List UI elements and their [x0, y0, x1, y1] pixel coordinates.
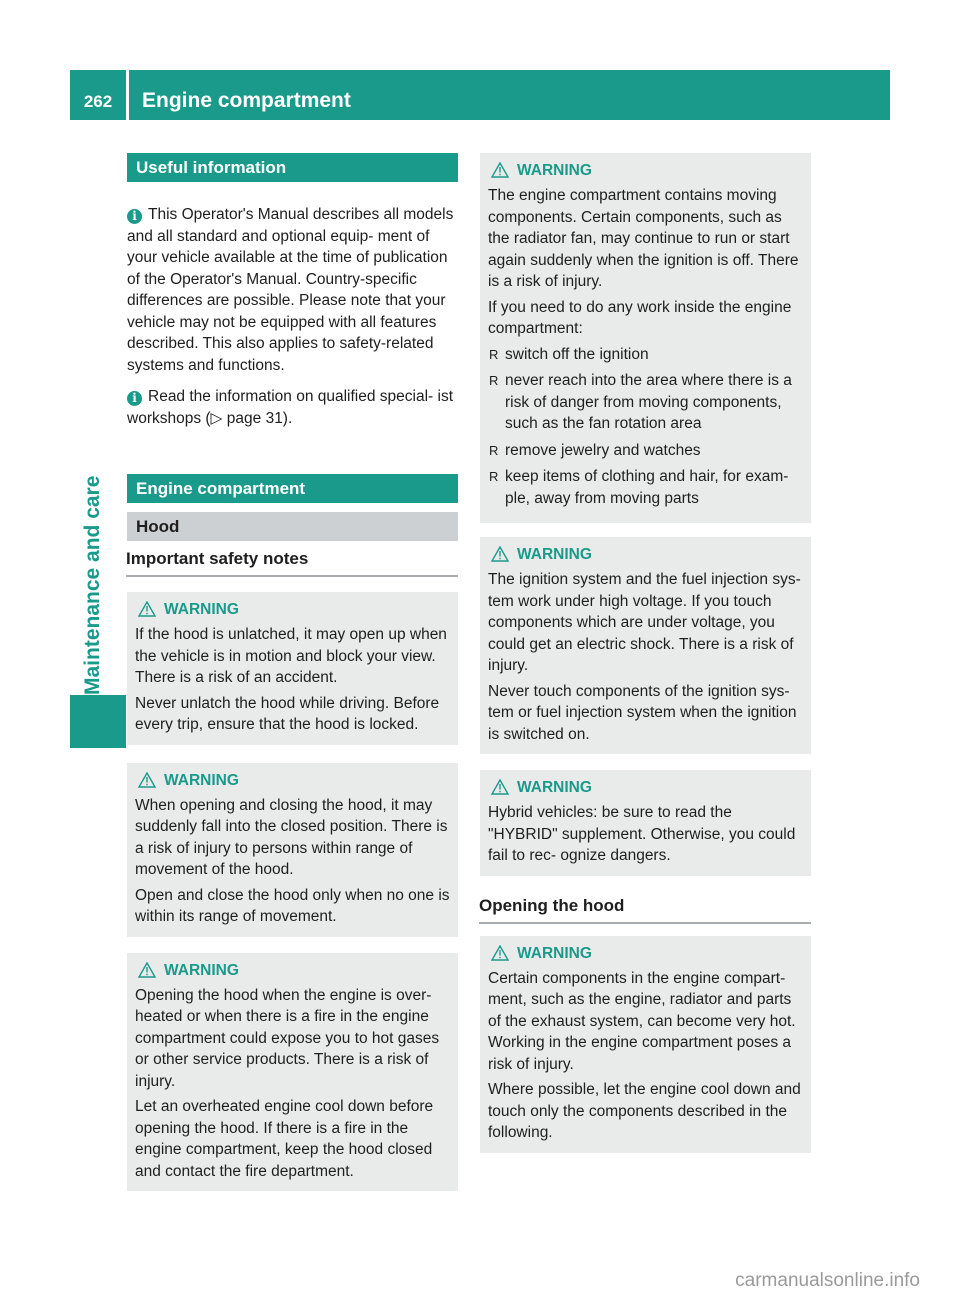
info-note-1 — [127, 204, 458, 376]
warning-label: WARNING — [517, 162, 592, 179]
warning-box-7 — [480, 936, 811, 1153]
warning-triangle-icon — [491, 945, 509, 961]
list-item-text: remove jewelry and watches — [505, 441, 701, 459]
side-tab-marker — [70, 695, 126, 748]
bullet-marker: R — [489, 469, 499, 484]
warning-header — [488, 943, 803, 965]
warning-text: Let an overheated engine cool down before opening the hood. If there is a fire in the engine compartment, keep the hood closed and contact the fire department. — [135, 1098, 434, 1180]
warning-box-3 — [127, 953, 458, 1192]
warning-triangle-icon — [138, 962, 156, 978]
warning-label: WARNING — [164, 961, 239, 979]
warning-text: When opening and closing the hood, it may suddenly fall into the closed position. There is a risk of injury to persons within range of movement of the hood. — [135, 796, 448, 878]
warning-header — [488, 544, 803, 566]
useful-info-title: Useful information — [127, 153, 458, 182]
list-item — [488, 466, 803, 509]
warning-header — [135, 960, 450, 982]
list-item — [488, 344, 803, 366]
bullet-marker: R — [489, 442, 499, 458]
warning-header — [135, 770, 450, 792]
warning-triangle-icon — [491, 162, 509, 178]
engine-compartment-title: Engine compartment — [127, 474, 458, 503]
bullet-marker: R — [489, 373, 499, 388]
warning-label: WARNING — [517, 546, 592, 563]
left-column — [127, 153, 458, 1191]
warning-box-1 — [127, 592, 458, 745]
page-title: Engine compartment — [142, 89, 351, 112]
list-item-text: switch off the ignition — [505, 345, 649, 363]
list-item — [488, 440, 803, 462]
hood-title: Hood — [127, 512, 458, 541]
warning-text: Opening the hood when the engine is over- heated or when there is a fire in the engine compartment could expose you to hot gases or other service products. There is a risk of injury. — [135, 986, 440, 1090]
warning-triangle-icon — [138, 601, 156, 617]
warning-text: Where possible, let the engine cool down and touch only the components described in the following. — [488, 1081, 801, 1141]
warning-box-2 — [127, 763, 458, 937]
warning-triangle-icon — [138, 772, 156, 788]
warning-bullet-list — [488, 344, 803, 510]
warning-text: Never touch components of the ignition sys- tem or fuel injection system when the ignition is switched on. — [488, 682, 797, 743]
opening-hood-heading: Opening the hood — [479, 896, 811, 924]
warning-label: WARNING — [164, 771, 239, 789]
warning-text: The ignition system and the fuel injection sys- tem work under high voltage. If you touch components which are under voltage, you could get an electric shock. There is a risk of injury. — [488, 571, 801, 674]
warning-label: WARNING — [517, 779, 592, 796]
warning-text: Never unlatch the hood while driving. Before every trip, ensure that the hood is locked. — [135, 694, 440, 733]
list-item-text: never reach into the area where there is a risk of danger from moving components, such as the fan rotation area — [505, 372, 792, 432]
warning-text: Open and close the hood only when no one is within its range of movement. — [135, 886, 450, 925]
warning-text: If the hood is unlatched, it may open up when the vehicle is in motion and block your view. There is a risk of an accident. — [135, 626, 447, 686]
watermark: carmanualsonline.info — [735, 1270, 920, 1291]
warning-box-5 — [480, 537, 811, 754]
warning-label: WARNING — [164, 601, 239, 618]
safety-notes-heading: Important safety notes — [126, 549, 458, 577]
info-note-1-text: This Operator's Manual describes all models and all standard and optional equip- ment of your vehicle available at the time of publication of the Operator's Manual. Country-specific differences are possible. Please note that your vehicle may not be equipped with all features described. This also applies to safety-related systems and functions. — [127, 206, 454, 374]
header-divider — [126, 70, 129, 120]
bullet-marker: R — [489, 346, 499, 362]
warning-text: If you need to do any work inside the engine compartment: — [488, 298, 792, 337]
warning-triangle-icon — [491, 779, 509, 795]
warning-header — [488, 777, 803, 799]
page-number: 262 — [83, 92, 113, 111]
list-item — [488, 370, 803, 435]
warning-box-4 — [480, 153, 811, 523]
info-icon: i — [127, 391, 142, 406]
info-icon: i — [127, 209, 142, 224]
warning-header — [135, 599, 450, 621]
warning-header — [488, 160, 803, 182]
warning-text: Certain components in the engine compart- ment, such as the engine, radiator and parts of the exhaust system, can become very hot. Working in the engine compartment poses a risk of injury. — [488, 969, 796, 1073]
info-note-2-text: Read the information on qualified special- ist workshops (▷ page 31). — [127, 388, 454, 427]
right-column — [480, 153, 811, 1153]
info-note-2 — [127, 386, 458, 429]
warning-text: Hybrid vehicles: be sure to read the "HYBRID" supplement. Otherwise, you could fail to rec- ognize dangers. — [488, 804, 796, 864]
warning-triangle-icon — [491, 546, 509, 562]
side-tab-label: Maintenance and care — [81, 475, 104, 695]
warning-text: The engine compartment contains moving components. Certain components, such as the radiator fan, may continue to run or start again suddenly when the ignition is off. There is a risk of injury. — [488, 187, 799, 290]
warning-box-6 — [480, 770, 811, 876]
warning-label: WARNING — [517, 944, 592, 962]
list-item-text: keep items of clothing and hair, for exam- ple, away from moving parts — [505, 468, 789, 507]
